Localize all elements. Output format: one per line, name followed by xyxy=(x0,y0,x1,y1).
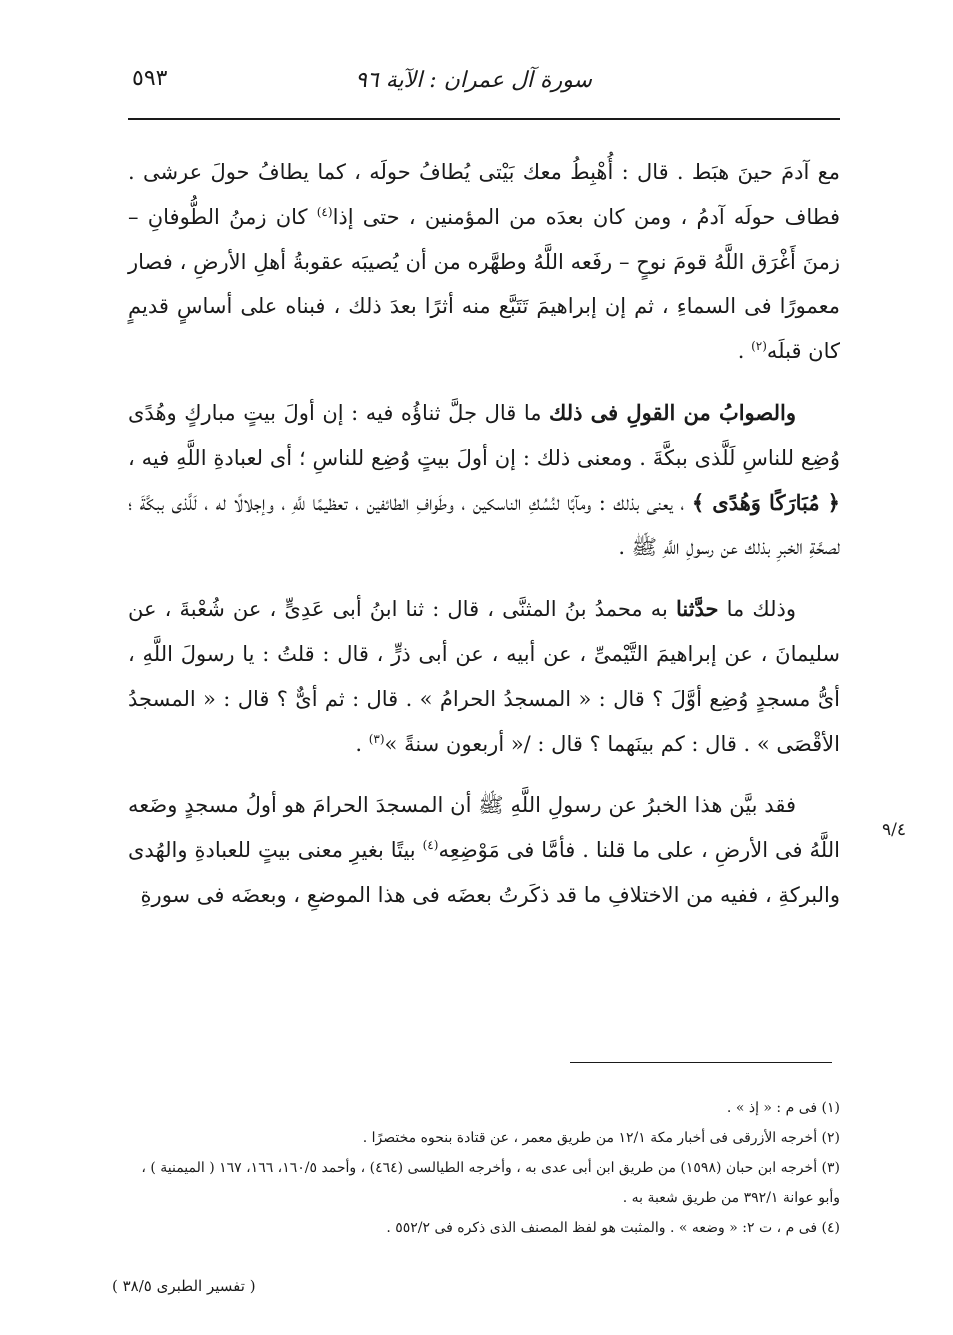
header-divider xyxy=(128,118,840,120)
paragraph-4: فقد بيَّن هذا الخبرُ عن رسولِ اللَّهِ ﷺ أن المسجدَ الحرامَ هو أولُ مسجدٍ وضَعه اللَّهُ فى الأرضِ ، على ما قلنا . فأمَّا فى مَوْضِعِه$^{(٤)}$ بيتًا بغيرِ معنى بيتٍ للعبادةِ والهُدى والبركةِ ، ففيه من الاختلافِ ما قد ذكَرتُ بعضَه فى هذا الموضعِ ، وبعضَه فى سورةِ xyxy=(128,793,840,907)
paragraph-2: والصوابُ من القولِ فى ذلك ما قال جلَّ ثناؤُه فيه : إن أولَ بيتٍ مباركٍ وهُدًى وُضِع للناسِ لَلَّذى ببكَّةَ . ومعنى ذلك : إن أولَ بيتٍ وُضِع للناسِ ؛ أى لعبادةِ اللَّهِ فيه ، ﴿ مُبَارَكًا وَهُدًى ﴾ ، يعنى بذلك : ومآبًا لنُسُكِ الناسكين ، وطَوافِ الطائفين ، تعظيمًا للَّهِ ، وإجلالًا له ، لَلَّذى ببكَّةَ ؛ لصحَّةِ الخبرِ بذلك عن رسولِ اللَّهِ ﷺ . xyxy=(128,399,840,560)
margin-note: ٩/٤ xyxy=(882,820,906,840)
page-header xyxy=(128,62,840,102)
bold-phrase: والصوابُ من القولِ فى ذلك xyxy=(549,399,796,425)
footnote-3: (٣) أخرجه ابن حبان (١٥٩٨) من طريق ابن أبى عدى به ، وأخرجه الطيالسى (٤٦٤) ، وأحمد ١٦٠/٥، ١٦٦، ١٦٧ ( الميمنية ) ، وأبو عوانة ٣٩٢/١ من طريق شعبة به . xyxy=(141,1160,840,1206)
footnote-1: (١) فى م : « إذ » . xyxy=(726,1100,840,1116)
main-text xyxy=(128,150,840,935)
footnote-ref: (٤) xyxy=(422,838,439,853)
paragraph-1: مع آدمَ حينَ هبَط . قال : أُهْبِطُ معك بَيْتى يُطافُ حولَه ، كما يطافُ حولَ عرشى . فطاف حولَه آدمُ ، ومن كان بعدَه من المؤمنين ، حتى إذا$^{(٤)}$ كان زمنُ الطُّوفانِ – زمنَ أَغْرَق اللَّهُ قومَ نوحٍ – رفَعه اللَّهُ وطهَّره من أن يُصيبَه عقوبةُ أهلِ الأرضِ ، فصار معمورًا فى السماءِ ، ثم إن إبراهيمَ تَتَبَّع منه أثرًا بعدَ ذلك ، فبناه على أساسٍ قديمٍ كان قبلَه$^{(٢)}$ . xyxy=(128,160,841,364)
footnote-2: (٢) أخرجه الأزرقى فى أخبار مكة ١٢/١ من طريق معمر ، عن قتادة بنحوه مختصرًا . xyxy=(362,1130,840,1146)
footnote-4: (٤) فى م ، ت ٢: « وضعه » . والمثبت هو لفظ المصنف الذى ذكره فى ٥٥٢/٢ . xyxy=(386,1220,840,1236)
quran-quote: ﴿ مُبَارَكًا وَهُدًى ﴾ xyxy=(691,489,840,515)
page-number: ٥٩٣ xyxy=(132,66,168,91)
paragraph-3: وذلك ما حدَّثنا به محمدُ بنُ المثنَّى ، قال : ثنا ابنُ أبى عَدِىٍّ ، عن شُعْبةَ ، عن سليمانَ ، عن إبراهيمَ التَّيْمىِّ ، عن أبيه ، عن أبى ذرٍّ ، قال : قلتُ : يا رسولَ اللَّهِ ، أىُّ مسجدٍ وُضِع أوَّلَ ؟ قال : « المسجدُ الحرامُ » . قال : ثم أىٌّ ؟ قال : « المسجدُ الأقْصَى » . قال : كم بينَهما ؟ قال : /« أربعون سنةً »$^{(٣)}$ . xyxy=(128,596,840,756)
footnotes xyxy=(128,1093,840,1243)
footnote-ref: (٤) xyxy=(316,204,333,219)
bold-phrase: حدَّثنا xyxy=(675,596,719,622)
footnote-ref: (٢) xyxy=(751,339,767,354)
running-title: سورة آل عمران : الآية ٩٦ xyxy=(355,68,592,93)
volume-reference: ( تفسير الطبرى ٣٨/٥ ) xyxy=(112,1277,256,1295)
footnote-ref: (٣) xyxy=(368,731,385,746)
footnote-divider xyxy=(570,1062,832,1063)
